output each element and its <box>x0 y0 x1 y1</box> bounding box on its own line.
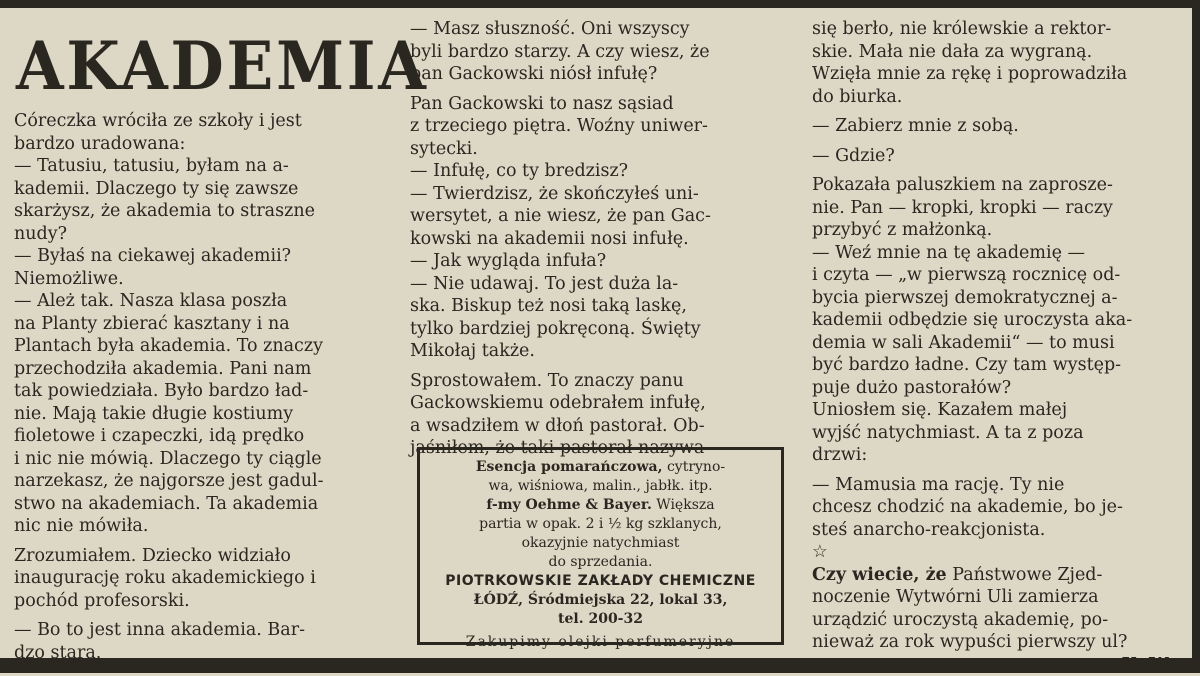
paragraph: — Ależ tak. Nasza klasa poszła na Planty zbierać kasztany i na Plantach była akademia. To znaczy przechodziła akademia. Pani nam tak powiedziała. Było bardzo ład- nie. Mają takie długie kostiumy fioletowe i czapeczki, idą prędko i nic nie mówią. Dlaczego ty ciągle narzekasz, że najgorsze jest gadul- stwo na akademiach. Ta akademia nic nie mówiła. <box>14 290 386 538</box>
column-1 <box>14 110 386 664</box>
ad-line: do sprzedania. <box>428 553 773 572</box>
ad-line: partia w opak. 2 i ½ kg szklanych, <box>428 515 773 534</box>
ad-text: cytryno- <box>663 459 726 475</box>
article-headline: AKADEMIA <box>16 33 429 99</box>
paragraph: — Infułę, co ty bredzisz? — Twierdzisz, że skończyłeś uni- wersytet, a nie wiesz, że pan Gac- kowski na akademii nosi infułę. — Jak wygląda infuła? — Nie udawaj. To jest duża la- ska. Biskup też nosi taką laskę, tylko bardziej pokręconą. Święty Mikołaj także. <box>410 160 784 363</box>
paragraph: Sprostowałem. To znaczy panu Gackowskiemu odebrałem infułę, a wsadziłem w dłoń pastorał. Ob- jaśniłem, że taki pastorał nazywa <box>410 370 784 460</box>
top-rule <box>0 0 1200 8</box>
ad-line <box>428 496 773 515</box>
closing-text: Państwowe Zjed- noczenie Wytwórni Uli zamierza urządzić uroczystą akademię, po- nieważ za rok wypuści pierwszy ul? <box>812 565 1127 653</box>
right-rule <box>1192 0 1200 673</box>
ad-line: wa, wiśniowa, malin., jabłk. itp. <box>428 477 773 496</box>
column-3 <box>812 18 1186 676</box>
advertisement-box <box>417 447 784 645</box>
paragraph: — Mamusia ma rację. Ty nie chcesz chodzić na akademie, bo je- steś anarcho-reakcjonista. <box>812 474 1186 542</box>
paragraph: Zrozumiałem. Dziecko widziało inaugurację roku akademickiego i pochód profesorski. <box>14 545 386 613</box>
ad-product: Esencja pomarańczowa, <box>476 459 663 475</box>
paragraph: — Byłaś na ciekawej akademii? Niemożliwe. <box>14 245 386 290</box>
closing-lead: Czy wiecie, że <box>812 565 947 585</box>
paragraph: Pan Gackowski to nasz sąsiad z trzeciego piętra. Woźny uniwer- sytecki. <box>410 93 784 161</box>
column-2 <box>410 18 784 460</box>
ad-text: Większa <box>652 497 715 513</box>
separator-star-icon: ☆ <box>812 541 1186 564</box>
paragraph: Pokazała paluszkiem na zaprosze- nie. Pan — kropki, kropki — raczy przybyć z małżonką. — Weź mnie na tę akademię — i czyta — „w pierwszą rocznicę od- bycia pierwszej demokratycznej a- kademii odbędzie się uroczysta aka- demia w sali Akademii“ — to musi być bardzo ładne. Czy tam występ- puje dużo pastorałów? Uniosłem się. Kazałem małej wyjść natychmiast. A ta z poza drzwi: <box>812 174 1186 467</box>
ad-line: okazyjnie natychmiast <box>428 534 773 553</box>
paragraph: — Masz słuszność. Oni wszyscy byli bardzo starzy. A czy wiesz, że pan Gackowski niósł infułę? <box>410 18 784 86</box>
ad-address: ŁÓDŹ, Śródmiejska 22, lokal 33, <box>428 591 773 610</box>
paragraph: — Tatusiu, tatusiu, byłam na a- kademii. Dlaczego ty się zawsze skarżysz, że akademia to straszne nudy? <box>14 155 386 245</box>
ad-buy-line: Zakupimy olejki perfumeryjne <box>428 633 773 652</box>
ad-company: PIOTRKOWSKIE ZAKŁADY CHEMICZNE <box>428 572 773 591</box>
closing-paragraph <box>812 564 1186 654</box>
paragraph: — Zabierz mnie z sobą. <box>812 115 1186 138</box>
paragraph: Córeczka wróciła ze szkoły i jest bardzo uradowana: <box>14 110 386 155</box>
paragraph: — Gdzie? <box>812 145 1186 168</box>
ad-brand: f-my Oehme & Bayer. <box>486 497 651 513</box>
ad-line <box>428 458 773 477</box>
paragraph: — Bo to jest inna akademia. Bar- dzo stara. <box>14 619 386 664</box>
ad-phone: tel. 200-32 <box>428 610 773 629</box>
paragraph: się berło, nie królewskie a rektor- skie. Mała nie dała za wygraną. Wzięła mnie za rękę i poprowadziła do biurka. <box>812 18 1186 108</box>
author-signature: K. W. <box>812 654 1186 676</box>
